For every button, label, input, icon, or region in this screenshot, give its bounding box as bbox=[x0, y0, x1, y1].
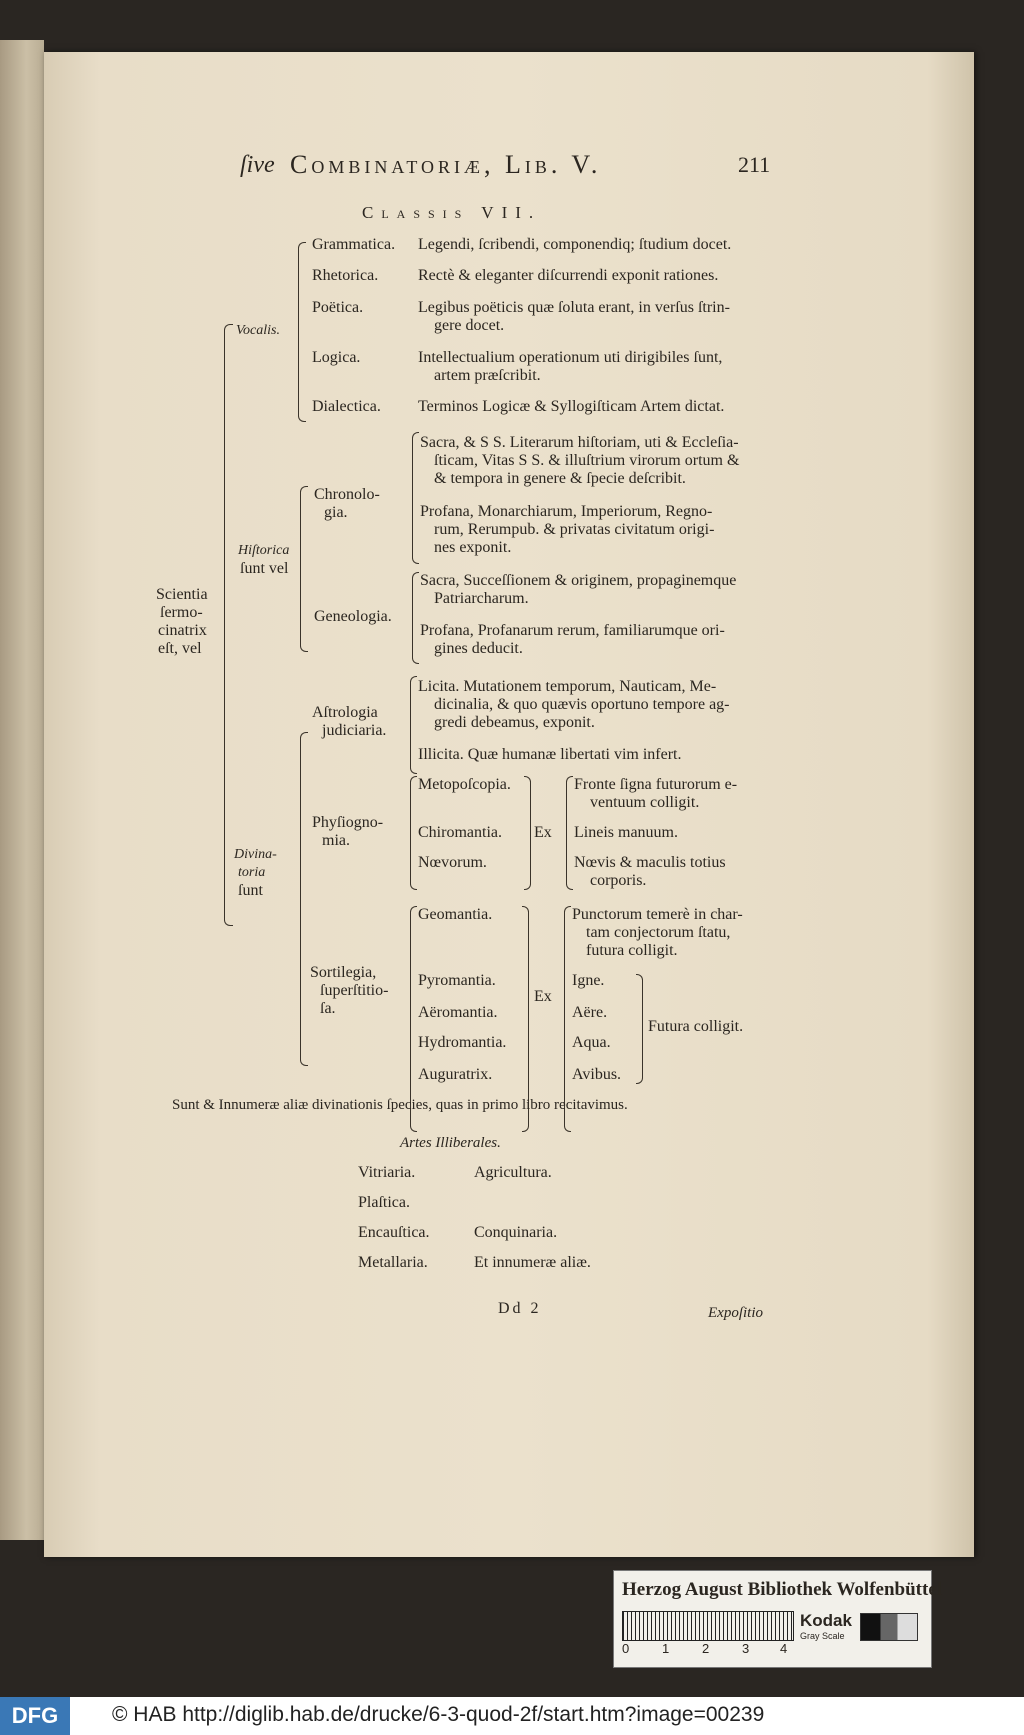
vocalis-desc: Intellectualium operationum uti dirigibiles ſunt, bbox=[418, 349, 723, 366]
sort-kind: Hydromantia. bbox=[418, 1034, 507, 1051]
geneologia-brace bbox=[412, 572, 419, 664]
chron-sacra: ſticam, Vitas S S. & illuſtrium virorum ortum & bbox=[434, 452, 740, 469]
vocalis-brace bbox=[298, 242, 306, 422]
sort-kind: Auguratrix. bbox=[418, 1066, 493, 1083]
ruler-tick-label: 0 bbox=[622, 1641, 630, 1656]
physio-right-brace bbox=[524, 776, 531, 890]
gray-scale-label: Gray Scale bbox=[800, 1631, 845, 1641]
sortilegia-label: ſuperſtitio- bbox=[320, 982, 389, 999]
sort-kind: Geomantia. bbox=[418, 906, 493, 923]
sort-punct: Punctorum temerè in char- bbox=[572, 906, 743, 923]
sort-element: Igne. bbox=[572, 972, 605, 989]
sort-punct: futura colligit. bbox=[586, 942, 678, 959]
artes-item: Encauſtica. bbox=[358, 1224, 430, 1241]
physio-kind: Nœvorum. bbox=[418, 854, 487, 871]
artes-item: Agricultura. bbox=[474, 1164, 552, 1181]
physiognomia-label: Phyſiogno- bbox=[312, 814, 384, 831]
vocalis-item: Dialectica. bbox=[312, 398, 381, 415]
historica-label: ſunt vel bbox=[240, 560, 289, 577]
astrologia-label: judiciaria. bbox=[322, 722, 387, 739]
vocalis-item: Rhetorica. bbox=[312, 267, 379, 284]
left-page-edge bbox=[0, 40, 44, 1540]
running-title: Combinatoriæ, Lib. V. bbox=[290, 150, 602, 179]
geneo-sacra: Sacra, Succeſſionem & originem, propaginemque bbox=[420, 572, 737, 589]
vocalis-item: Poëtica. bbox=[312, 299, 364, 316]
astro-licita: dicinalia, & quo quævis oportuno tempore ag- bbox=[434, 696, 730, 713]
artes-item: Et innumeræ aliæ. bbox=[474, 1254, 591, 1271]
header-sive: ſive bbox=[240, 152, 275, 178]
dfg-logo: DFG bbox=[0, 1697, 70, 1735]
physio-kind: Metopoſcopia. bbox=[418, 776, 511, 793]
vocalis-desc: Legendi, ſcribendi, componendiq; ſtudium docet. bbox=[418, 236, 732, 253]
geneo-profana: gines deducit. bbox=[434, 640, 523, 657]
historica-label: Hiſtorica bbox=[238, 543, 290, 558]
physio-result: ventuum colligit. bbox=[590, 794, 700, 811]
ruler-tick-label: 2 bbox=[702, 1641, 710, 1656]
chron-sacra: & tempora in genere & ſpecie deſcribit. bbox=[434, 470, 686, 487]
vocalis-item: Logica. bbox=[312, 349, 361, 366]
divinatoria-label: ſunt bbox=[238, 882, 263, 899]
divinatoria-label: Divina- bbox=[234, 847, 277, 862]
sort-kind: Aëromantia. bbox=[418, 1004, 498, 1021]
geneologia-label: Geneologia. bbox=[314, 608, 392, 625]
astrologia-brace bbox=[410, 676, 417, 774]
physio-ex: Ex bbox=[534, 824, 552, 841]
vocalis-desc: Legibus poëticis quæ ſoluta erant, in verſus ſtrin- bbox=[418, 299, 730, 316]
chronologia-label: Chronolo- bbox=[314, 486, 380, 503]
sort-punct: tam conjectorum ſtatu, bbox=[586, 924, 731, 941]
sort-element: Aqua. bbox=[572, 1034, 611, 1051]
sortilegia-label: ſa. bbox=[320, 1000, 336, 1017]
chron-profana: Profana, Monarchiarum, Imperiorum, Regno- bbox=[420, 503, 713, 520]
chronologia-label: gia. bbox=[324, 504, 348, 521]
physio-result: Lineis manuum. bbox=[574, 824, 678, 841]
vocalis-desc: Rectè & eleganter diſcurrendi exponit rationes. bbox=[418, 267, 719, 284]
root-line: ſermo- bbox=[160, 604, 203, 621]
root-line: cinatrix bbox=[158, 622, 207, 639]
vocalis-label: Vocalis. bbox=[236, 323, 280, 338]
root-brace bbox=[224, 324, 233, 926]
sort-kind: Pyromantia. bbox=[418, 972, 496, 989]
sortilegia-label: Sortilegia, bbox=[310, 964, 377, 981]
geneo-profana: Profana, Profanarum rerum, familiarumque ori- bbox=[420, 622, 725, 639]
library-name: Herzog August Bibliothek Wolfenbüttel bbox=[622, 1579, 943, 1600]
physio-result: Nœvis & maculis totius bbox=[574, 854, 726, 871]
catchword: Expoſitio bbox=[708, 1305, 763, 1321]
astro-illicita: Illicita. Quæ humanæ libertati vim infert. bbox=[418, 746, 682, 763]
physio-result: corporis. bbox=[590, 872, 647, 889]
page-number: 211 bbox=[738, 152, 771, 177]
astro-licita: gredi debeamus, exponit. bbox=[434, 714, 595, 731]
astrologia-label: Aſtrologia bbox=[312, 704, 378, 721]
vocalis-item: Grammatica. bbox=[312, 236, 396, 253]
note-line: Sunt & Innumeræ aliæ divinationis ſpecies, quas in primo libro recitavimus. bbox=[172, 1097, 628, 1113]
historica-brace bbox=[300, 486, 308, 652]
scale-ruler bbox=[622, 1611, 794, 1641]
vocalis-desc: Terminos Logicæ & Syllogiſticam Artem dictat. bbox=[418, 398, 725, 415]
book-page bbox=[44, 52, 974, 1557]
copyright-link[interactable]: © HAB http://diglib.hab.de/drucke/6-3-quod-2f/start.htm?image=00239 bbox=[112, 1703, 765, 1726]
sort-element: Aëre. bbox=[572, 1004, 608, 1021]
geneo-sacra: Patriarcharum. bbox=[434, 590, 529, 607]
futura-colligit: Futura colligit. bbox=[648, 1018, 744, 1035]
artes-item: Plaſtica. bbox=[358, 1194, 410, 1211]
root-line: Scientia bbox=[156, 586, 208, 603]
library-color-target bbox=[613, 1570, 943, 1668]
futura-brace bbox=[636, 974, 643, 1084]
physio-result: Fronte ſigna futurorum e- bbox=[574, 776, 738, 793]
physio-result-brace bbox=[566, 776, 573, 890]
footer-bar bbox=[0, 1697, 1024, 1735]
sort-element: Avibus. bbox=[572, 1066, 622, 1083]
artes-item: Conquinaria. bbox=[474, 1224, 558, 1241]
artes-item: Vitriaria. bbox=[358, 1164, 416, 1181]
divinatoria-label: toria bbox=[238, 865, 266, 880]
ruler-tick-label: 3 bbox=[742, 1641, 750, 1656]
physiognomia-brace bbox=[410, 776, 417, 890]
physiognomia-label: mia. bbox=[322, 832, 350, 849]
kodak-label: Kodak bbox=[800, 1611, 852, 1630]
artes-item: Metallaria. bbox=[358, 1254, 428, 1271]
artes-title: Artes Illiberales. bbox=[400, 1135, 501, 1151]
chron-profana: nes exponit. bbox=[434, 539, 512, 556]
ruler-tick-label: 4 bbox=[780, 1641, 788, 1656]
astro-licita: Licita. Mutationem temporum, Nauticam, Me- bbox=[418, 678, 717, 695]
physio-kind: Chiromantia. bbox=[418, 824, 502, 841]
chron-profana: rum, Rerumpub. & privatas civitatum origi- bbox=[434, 521, 715, 538]
signature-mark: Dd 2 bbox=[498, 1300, 542, 1317]
chronologia-brace bbox=[412, 432, 419, 564]
divinatoria-brace bbox=[300, 732, 308, 1066]
classis-heading: Classis VII. bbox=[362, 203, 542, 222]
sort-ex: Ex bbox=[534, 988, 552, 1005]
root-line: eſt, vel bbox=[158, 640, 202, 657]
vocalis-desc: gere docet. bbox=[434, 317, 505, 334]
gray-scale-swatch bbox=[860, 1613, 918, 1641]
chron-sacra: Sacra, & S S. Literarum hiſtoriam, uti & Eccleſia- bbox=[420, 434, 739, 451]
vocalis-desc: artem præſcribit. bbox=[434, 367, 541, 384]
ruler-tick-label: 1 bbox=[662, 1641, 670, 1656]
